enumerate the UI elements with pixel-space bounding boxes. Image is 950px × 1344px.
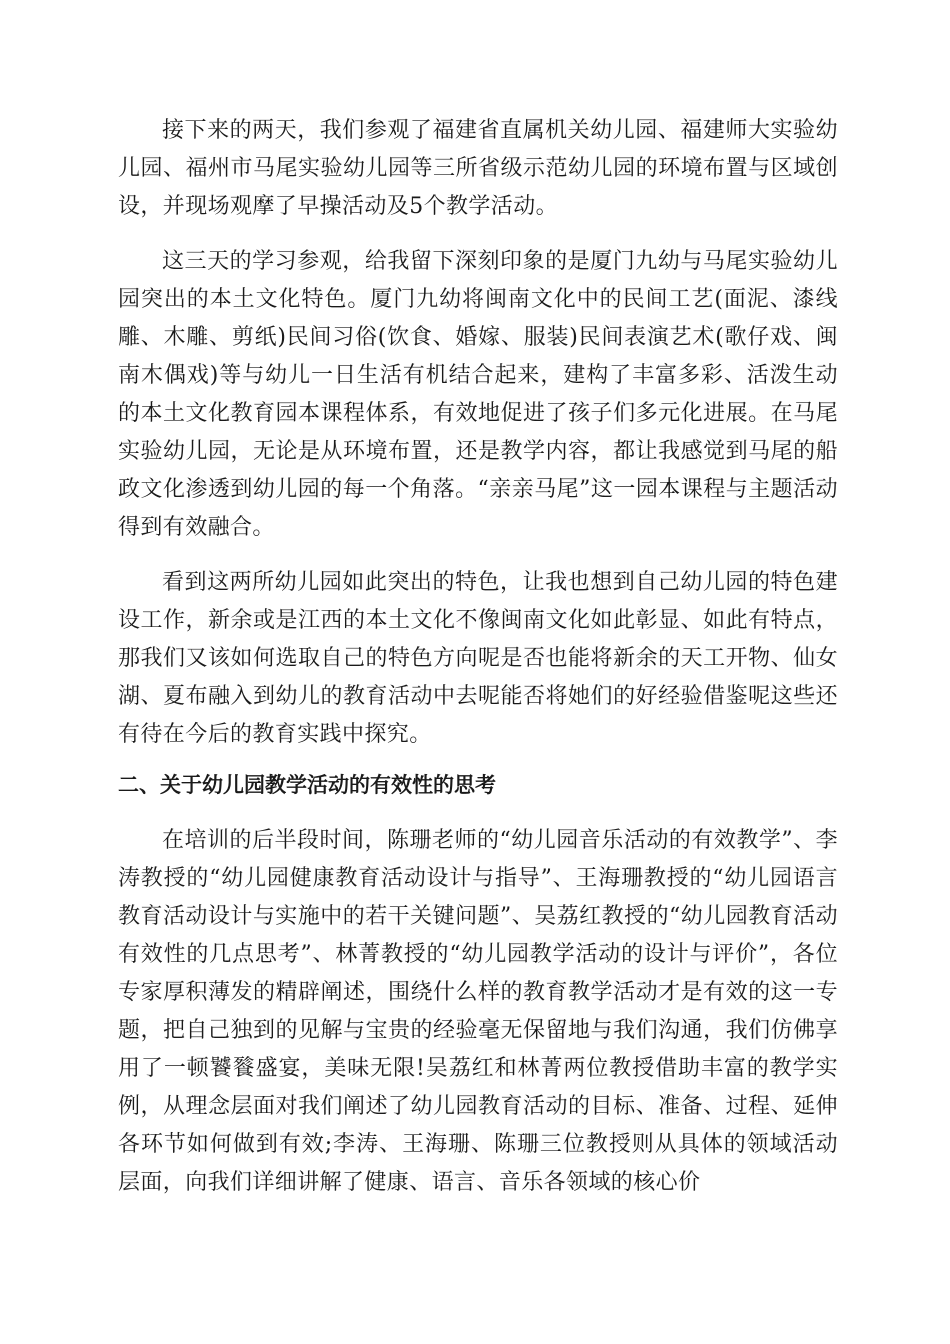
paragraph-reflection: 看到这两所幼儿园如此突出的特色，让我也想到自己幼儿园的特色建设工作，新余或是江西的本土文化不像闽南文化如此彰显、如此有特点，那我们又该如何选取自己的特色方向呢是否也能将新余的天工开物、仙女湖、夏布融入到幼儿的教育活动中去呢能否将她们的好经验借鉴呢这些还有待在今后的教育实践中探究。 (118, 570, 838, 747)
paragraph-training: 在培训的后半段时间，陈珊老师的“幼儿园音乐活动的有效教学”、李涛教授的“幼儿园健康教育活动设计与指导”、王海珊教授的“幼儿园语言教育活动设计与实施中的若干关键问题”、吴荔红教授的“幼儿园教育活动有效性的几点思考”、林菁教授的“幼儿园教学活动的设计与评价”，各位专家厚积薄发的精辟阐述，围绕什么样的教育教学活动才是有效的这一专题，把自己独到的见解与宝贵的经验毫无保留地与我们沟通，我们仿佛享用了一顿饕餮盛宴，美味无限!吴荔红和林菁两位教授借助丰富的教学实例，从理念层面对我们阐述了幼儿园教育活动的目标、准备、过程、延伸各环节如何做到有效;李涛、王海珊、陈珊三位教授则从具体的领域活动层面，向我们详细讲解了健康、语言、音乐各领域的核心价 (118, 828, 838, 1195)
paragraph-local-culture: 这三天的学习参观，给我留下深刻印象的是厦门九幼与马尾实验幼儿园突出的本土文化特色。厦门九幼将闽南文化中的民间工艺(面泥、漆线雕、木雕、剪纸)民间习俗(饮食、婚嫁、服装)民间表演艺术(歌仔戏、闽南木偶戏)等与幼儿一日生活有机结合起来，建构了丰富多彩、活泼生动的本土文化教育园本课程体系，有效地促进了孩子们多元化进展。在马尾实验幼儿园，无论是从环境布置，还是教学内容，都让我感觉到马尾的船政文化渗透到幼儿园的每一个角落。“亲亲马尾”这一园本课程与主题活动得到有效融合。 (118, 249, 838, 540)
section-heading: 二、关于幼儿园教学活动的有效性的思考 (118, 773, 496, 797)
paragraph-visits: 接下来的两天，我们参观了福建省直属机关幼儿园、福建师大实验幼儿园、福州市马尾实验幼儿园等三所省级示范幼儿园的环境布置与区域创设，并现场观摩了早操活动及5个教学活动。 (118, 118, 838, 219)
